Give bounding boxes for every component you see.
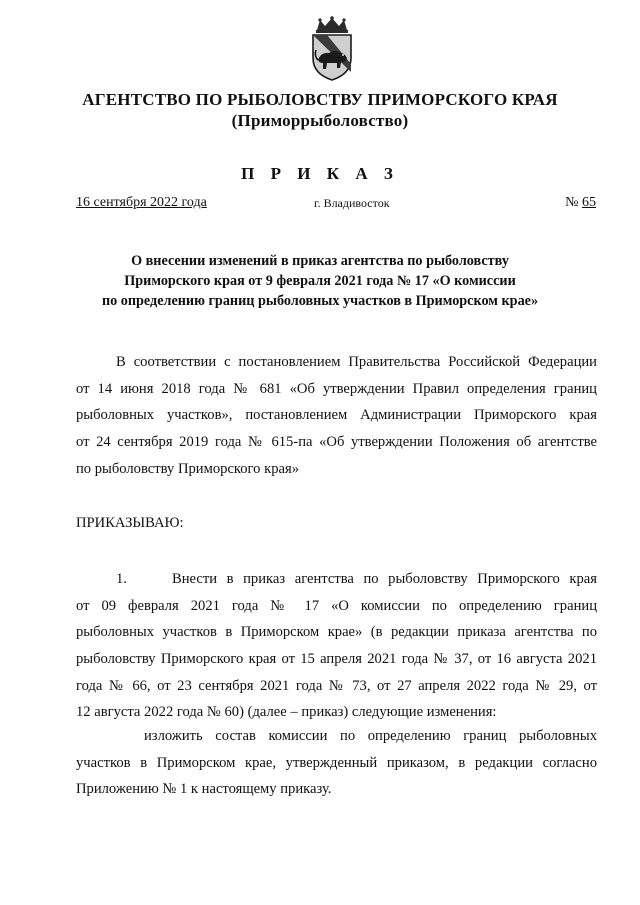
paragraph-line — [76, 566, 597, 593]
subject-line: Приморского края от 9 февраля 2021 года № 17 «О комиссии — [124, 273, 516, 289]
subject-line: по определению границ рыболовных участков в Приморском крае» — [101, 293, 539, 309]
paragraph-line: участков в Приморском крае, утвержденный приказом, в редакции согласно — [76, 754, 597, 771]
order-directive-word: ПРИКАЗЫВАЮ: — [76, 515, 184, 531]
document-type-title: П Р И К А З — [241, 164, 399, 183]
paragraph-line: по рыболовству Приморского края» — [76, 460, 300, 477]
paragraph-line: Приложению № 1 к настоящему приказу. — [76, 781, 332, 798]
paragraph-line: изложить состав комиссии по определению границ рыболовных — [144, 728, 597, 744]
item-number: 1. — [116, 571, 127, 587]
document-city: г. Владивосток — [314, 196, 390, 210]
paragraph-line: от 09 февраля 2021 года № 17 «О комиссии по определению границ — [76, 597, 597, 614]
paragraph-line: года № 66, от 23 сентября 2021 года № 73, от 27 апреля 2022 года № 29, от — [76, 677, 597, 694]
paragraph-line: В соответствии с постановлением Правительства Российской Федерации — [116, 354, 597, 370]
document-number-value: 65 — [582, 195, 596, 210]
paragraph-line: рыболовных участков», постановлением Администрации Приморского края — [76, 407, 597, 424]
primorsky-krai-coat-of-arms-icon — [305, 16, 359, 82]
document-meta-row — [76, 195, 596, 215]
subject-line: О внесении изменений в приказ агентства по рыболовству — [131, 253, 509, 269]
document-date: 16 сентября 2022 года — [76, 195, 207, 210]
paragraph-line: рыболовству Приморского края от 15 апреля 2021 года № 37, от 16 августа 2021 — [76, 651, 597, 668]
paragraph-line: от 14 июня 2018 года № 681 «Об утверждении Правил определения границ — [76, 380, 597, 397]
paragraph-line: рыболовных участков в Приморском крае» (в редакции приказа агентства по — [76, 624, 597, 641]
item-1-paragraph — [76, 566, 597, 726]
paragraph-line: от 24 сентября 2019 года № 615-па «Об утверждении Положения об агентстве — [76, 434, 597, 451]
document-number-prefix: № — [565, 195, 582, 210]
preamble-paragraph — [76, 349, 597, 482]
agency-short-name: (Приморрыболовство) — [231, 111, 409, 130]
item-text: Внести в приказ агентства по рыболовству Приморского края — [172, 571, 597, 587]
document-number — [565, 195, 596, 211]
agency-name: АГЕНТСТВО ПО РЫБОЛОВСТВУ ПРИМОРСКОГО КРАЯ — [82, 90, 558, 109]
document-subject — [60, 251, 580, 311]
paragraph-line: 12 августа 2022 года № 60) (далее – приказ) следующие изменения: — [76, 704, 497, 721]
item-1-sub-paragraph — [76, 723, 597, 803]
